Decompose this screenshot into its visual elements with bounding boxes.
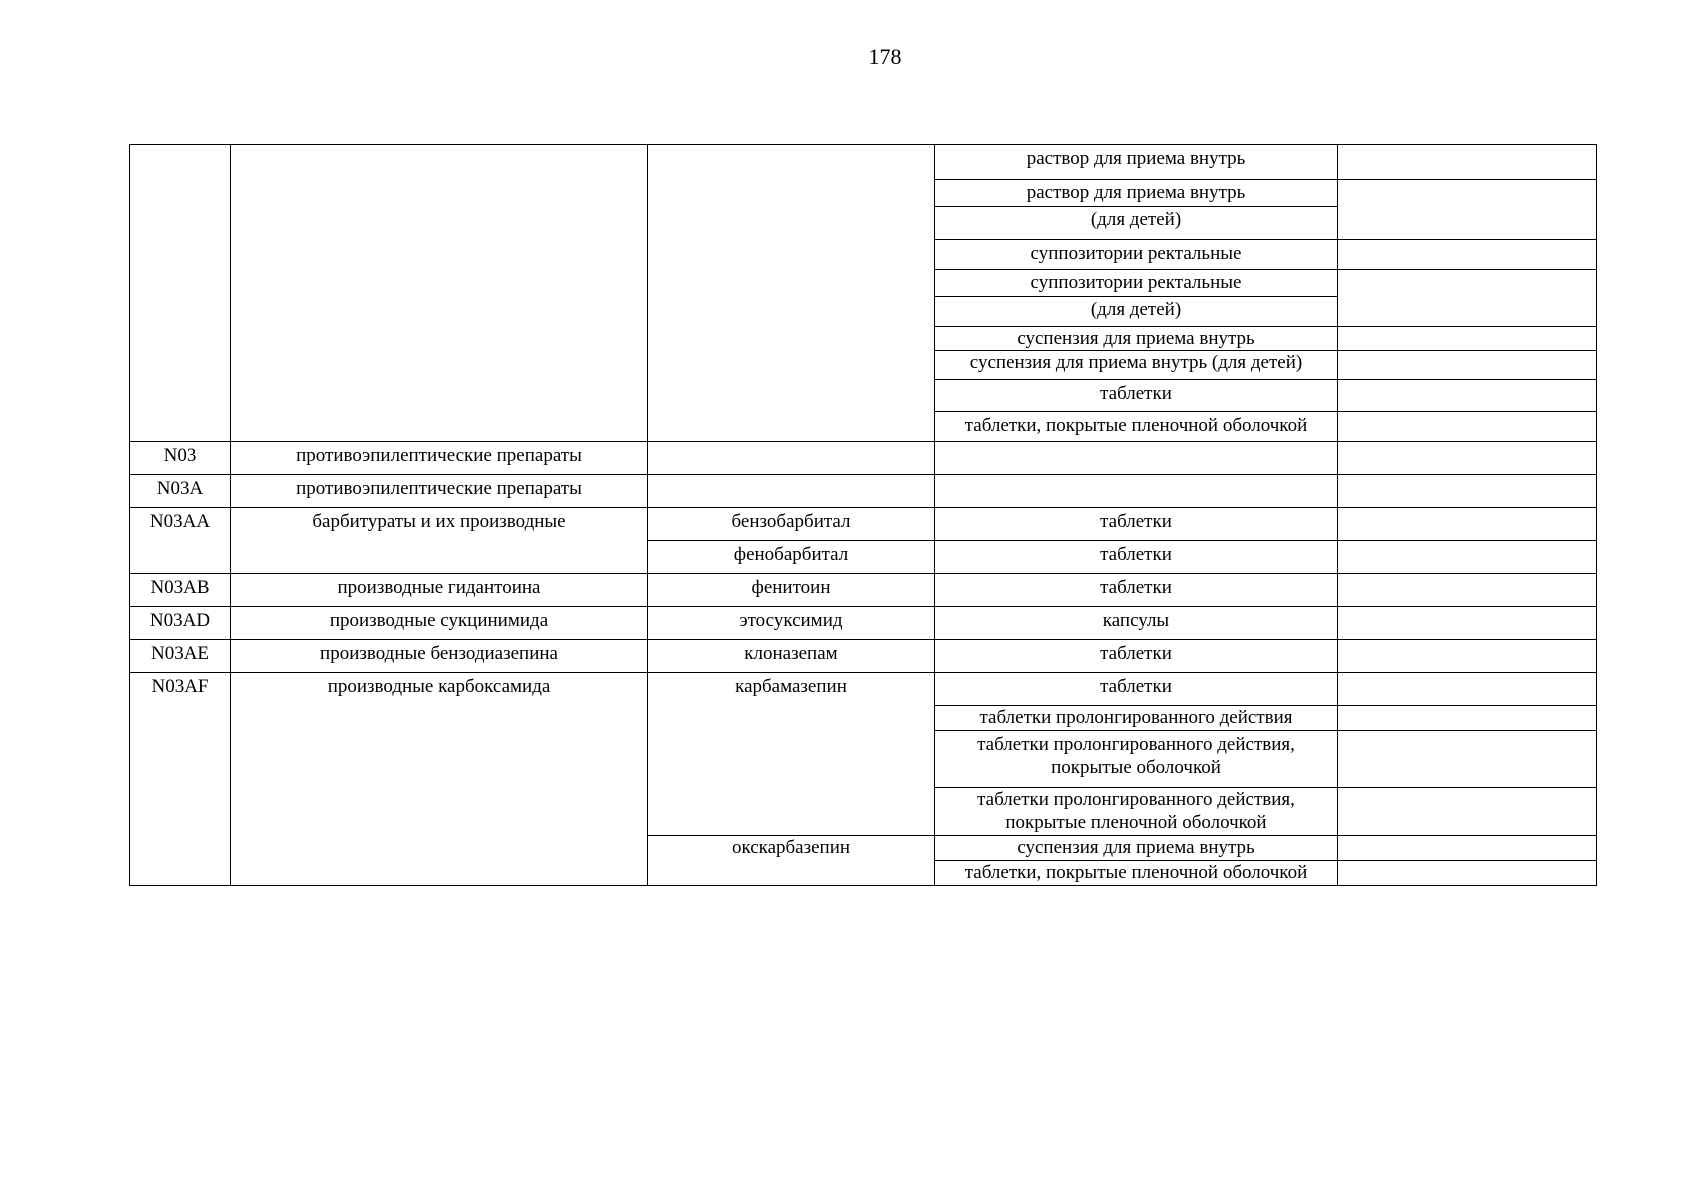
drug-name-cell: фенитоин [648,574,935,607]
dosage-form-cell [935,270,1338,327]
table-row [130,508,1597,541]
atc-code-cell: N03A [130,475,231,508]
notes-cell [1338,861,1597,886]
dosage-form-cell: таблетки пролонгированного действия [935,706,1338,731]
group-cell: производные гидантоина [231,574,648,607]
drug-name-cell: окскарбазепин [648,836,935,886]
page-number: 178 [868,44,902,69]
group-cell: производные бензодиазепина [231,640,648,673]
notes-cell [1338,731,1597,788]
drug-table [129,144,1597,886]
dosage-form-cell: таблетки [935,574,1338,607]
atc-code-cell: N03AE [130,640,231,673]
drug-name-cell: клоназепам [648,640,935,673]
drug-name-cell: бензобарбитал [648,508,935,541]
group-cell: противоэпилептические препараты [231,442,648,475]
dosage-form-line: раствор для приема внутрь [1026,182,1246,203]
dosage-form-cell: таблетки, покрытые пленочной оболочкой [935,412,1338,442]
notes-cell [1338,574,1597,607]
group-cell [231,145,648,442]
drug-name-cell: карбамазепин [648,673,935,836]
dosage-form-cell: таблетки [935,541,1338,574]
dosage-form-cell: капсулы [935,607,1338,640]
table-row [130,145,1597,180]
dosage-form-cell [935,731,1338,788]
notes-cell [1338,270,1597,327]
notes-cell [1338,180,1597,240]
table-row [130,442,1597,475]
dosage-form-cell: раствор для приема внутрь [935,145,1338,180]
dosage-form-cell: суспензия для приема внутрь [935,327,1338,351]
dosage-form-line: покрытые оболочкой [1051,757,1221,778]
dosage-form-line: таблетки пролонгированного действия, [977,734,1295,755]
dosage-form-cell [935,442,1338,475]
dosage-form-cell [935,180,1338,240]
dosage-form-cell [935,475,1338,508]
dosage-form-line: таблетки пролонгированного действия, [977,789,1295,810]
drug-name-cell: фенобарбитал [648,541,935,574]
notes-cell [1338,788,1597,836]
notes-cell [1338,240,1597,270]
notes-cell [1338,836,1597,861]
notes-cell [1338,607,1597,640]
drug-name-cell [648,145,935,442]
dosage-form-line: (для детей) [935,296,1337,325]
notes-cell [1338,351,1597,380]
dosage-form-cell: суспензия для приема внутрь [935,836,1338,861]
atc-code-cell: N03AF [130,673,231,886]
group-cell: производные сукцинимида [231,607,648,640]
table-row [130,607,1597,640]
atc-code-cell: N03 [130,442,231,475]
dosage-form-cell: таблетки, покрытые пленочной оболочкой [935,861,1338,886]
table-row [130,475,1597,508]
table-row [130,640,1597,673]
group-cell: барбитураты и их производные [231,508,648,574]
drug-name-cell: этосуксимид [648,607,935,640]
group-cell: производные карбоксамида [231,673,648,886]
dosage-form-line: покрытые пленочной оболочкой [1005,812,1267,833]
notes-cell [1338,327,1597,351]
notes-cell [1338,475,1597,508]
dosage-form-cell: суспензия для приема внутрь (для детей) [935,351,1338,380]
drug-name-cell [648,442,935,475]
notes-cell [1338,640,1597,673]
notes-cell [1338,508,1597,541]
atc-code-cell [130,145,231,442]
notes-cell [1338,706,1597,731]
dosage-form-line: (для детей) [935,206,1337,235]
drug-table-container [129,144,1596,886]
atc-code-cell: N03AB [130,574,231,607]
notes-cell [1338,541,1597,574]
table-row [130,673,1597,706]
notes-cell [1338,673,1597,706]
dosage-form-cell: таблетки [935,380,1338,412]
notes-cell [1338,145,1597,180]
dosage-form-cell: суппозитории ректальные [935,240,1338,270]
drug-name-cell [648,475,935,508]
notes-cell [1338,442,1597,475]
atc-code-cell: N03AA [130,508,231,574]
notes-cell [1338,412,1597,442]
dosage-form-cell: таблетки [935,640,1338,673]
dosage-form-cell: таблетки [935,673,1338,706]
atc-code-cell: N03AD [130,607,231,640]
dosage-form-cell [935,788,1338,836]
group-cell: противоэпилептические препараты [231,475,648,508]
notes-cell [1338,380,1597,412]
table-row [130,574,1597,607]
dosage-form-line: суппозитории ректальные [1030,272,1242,293]
dosage-form-cell: таблетки [935,508,1338,541]
